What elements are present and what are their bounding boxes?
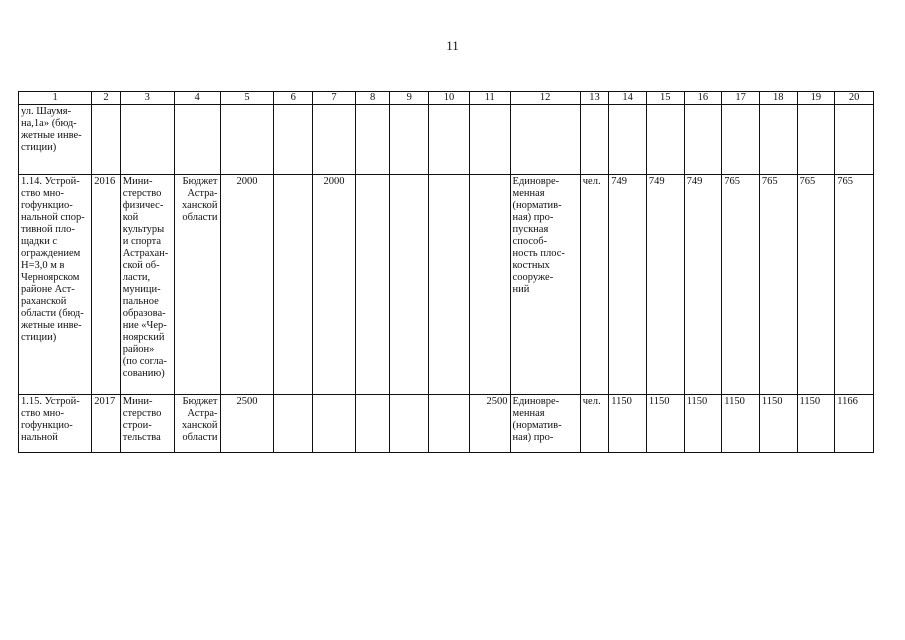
row-year-cell: 2017: [92, 395, 121, 453]
program-table: [18, 91, 874, 453]
row-name-cell: 1.15. Устрой- ство мно- гофункцио- нальной: [19, 395, 92, 453]
row-col7-cell: 2000: [313, 175, 356, 395]
column-number-3: 3: [120, 92, 174, 105]
row-col18-cell: 1150: [759, 395, 797, 453]
row-budget-cell: [174, 105, 220, 175]
row-col17-cell: 765: [722, 175, 760, 395]
row-col8-cell: [355, 105, 390, 175]
row-col5-cell: 2000: [220, 175, 274, 395]
row-col6-cell: [274, 395, 313, 453]
row-col8-cell: [355, 175, 390, 395]
row-col18-cell: [759, 105, 797, 175]
row-col16-cell: 749: [684, 175, 722, 395]
row-col19-cell: [797, 105, 835, 175]
row-ministry-cell: Мини- стерство физичес- кой культуры и спорта Астрахан- ской об- ласти, муници- пальное образова- ние «Чер- ноярский район» (по согла- сованию): [120, 175, 174, 395]
row-col17-cell: 1150: [722, 395, 760, 453]
row-col10-cell: [429, 175, 470, 395]
row-ministry-cell: [120, 105, 174, 175]
row-col5-cell: 2500: [220, 395, 274, 453]
row-col16-cell: 1150: [684, 395, 722, 453]
row-col9-cell: [390, 105, 429, 175]
row-name-cell: ул. Шаумя- на,1а» (бюд- жетные инве- стиции): [19, 105, 92, 175]
column-number-4: 4: [174, 92, 220, 105]
column-number-15: 15: [646, 92, 684, 105]
row-indicator-cell: Единовре- менная (норматив- ная) про- пускная способ- ность плос- костных сооруже- ний: [510, 175, 580, 395]
row-col19-cell: 765: [797, 175, 835, 395]
row-name-cell: 1.14. Устрой- ство мно- гофункцио- нальной спор- тивной пло- щадки с ограждением Н=3,0 м в Черноярском районе Аст- раханской области (бюд- жетные инве- стиции): [19, 175, 92, 395]
row-col11-cell: [469, 105, 510, 175]
row-col10-cell: [429, 395, 470, 453]
page-number: 11: [446, 38, 459, 53]
row-col20-cell: 1166: [835, 395, 874, 453]
row-col14-cell: 1150: [609, 395, 647, 453]
column-number-11: 11: [469, 92, 510, 105]
table-row: [19, 105, 874, 175]
column-number-row: [19, 92, 874, 105]
row-indicator-cell: [510, 105, 580, 175]
row-ministry-cell: Мини- стерство строи- тельства: [120, 395, 174, 453]
column-number-6: 6: [274, 92, 313, 105]
row-budget-cell: Бюджет Астра- ханской области: [174, 175, 220, 395]
row-col10-cell: [429, 105, 470, 175]
row-col9-cell: [390, 395, 429, 453]
column-number-20: 20: [835, 92, 874, 105]
row-col5-cell: [220, 105, 274, 175]
column-number-14: 14: [609, 92, 647, 105]
column-number-10: 10: [429, 92, 470, 105]
column-number-19: 19: [797, 92, 835, 105]
column-number-8: 8: [355, 92, 390, 105]
column-number-7: 7: [313, 92, 356, 105]
row-unit-cell: [580, 105, 609, 175]
column-number-1: 1: [19, 92, 92, 105]
row-col20-cell: 765: [835, 175, 874, 395]
column-number-2: 2: [92, 92, 121, 105]
row-indicator-cell: Единовре- менная (норматив- ная) про-: [510, 395, 580, 453]
column-number-9: 9: [390, 92, 429, 105]
column-number-18: 18: [759, 92, 797, 105]
row-col14-cell: [609, 105, 647, 175]
row-col7-cell: [313, 395, 356, 453]
row-col15-cell: 1150: [646, 395, 684, 453]
column-number-12: 12: [510, 92, 580, 105]
row-col17-cell: [722, 105, 760, 175]
row-col20-cell: [835, 105, 874, 175]
column-number-16: 16: [684, 92, 722, 105]
row-col16-cell: [684, 105, 722, 175]
row-col8-cell: [355, 395, 390, 453]
row-col6-cell: [274, 105, 313, 175]
table-row: [19, 395, 874, 453]
row-col14-cell: 749: [609, 175, 647, 395]
row-col7-cell: [313, 105, 356, 175]
column-number-13: 13: [580, 92, 609, 105]
row-year-cell: 2016: [92, 175, 121, 395]
column-number-5: 5: [220, 92, 274, 105]
row-col11-cell: 2500: [469, 395, 510, 453]
table-row: [19, 175, 874, 395]
column-number-17: 17: [722, 92, 760, 105]
row-year-cell: [92, 105, 121, 175]
row-unit-cell: чел.: [580, 395, 609, 453]
row-budget-cell: Бюджет Астра- ханской области: [174, 395, 220, 453]
row-col18-cell: 765: [759, 175, 797, 395]
row-col6-cell: [274, 175, 313, 395]
row-unit-cell: чел.: [580, 175, 609, 395]
row-col11-cell: [469, 175, 510, 395]
row-col15-cell: [646, 105, 684, 175]
row-col9-cell: [390, 175, 429, 395]
row-col15-cell: 749: [646, 175, 684, 395]
row-col19-cell: 1150: [797, 395, 835, 453]
